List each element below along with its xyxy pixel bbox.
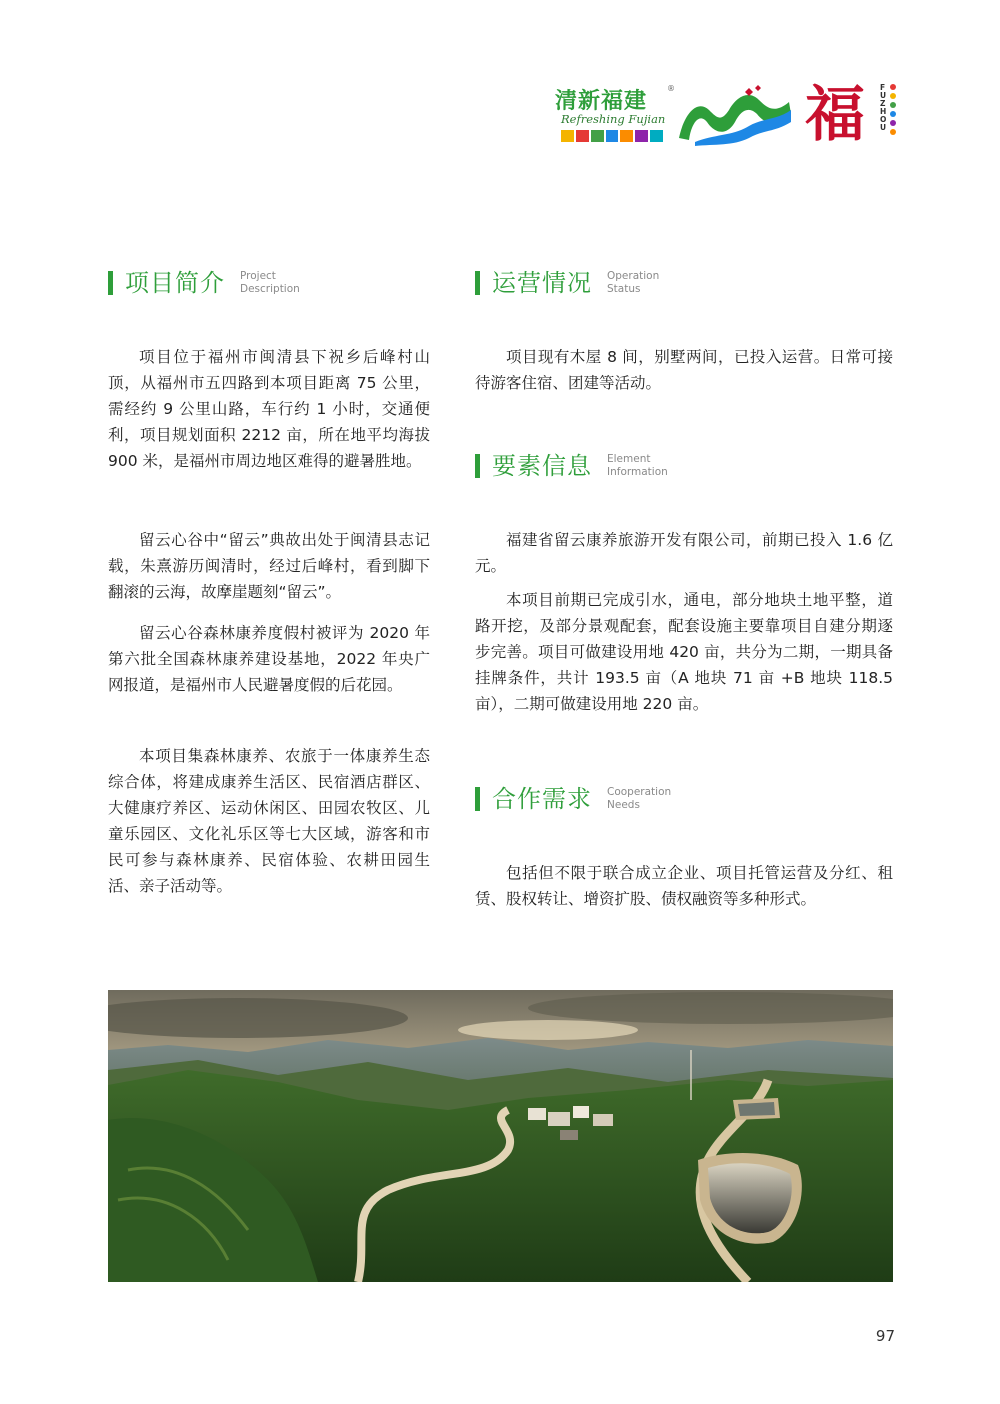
fu-character-logo: 福	[805, 80, 865, 150]
cooperation-paragraph: 包括但不限于联合成立企业、项目托管运营及分红、租赁、股权转让、增资扩股、债权融资等多种形式。	[475, 864, 893, 908]
section-title: 合作需求	[492, 785, 592, 813]
section-cooperation-heading	[475, 783, 835, 823]
brand-title: 清新福建	[555, 89, 648, 114]
refreshing-fujian-logo	[555, 84, 675, 150]
operation-paragraph: 项目现有木屋 8 间，别墅两间，已投入运营。日常可接待游客住宿、团建等活动。	[475, 348, 893, 392]
section-title: 要素信息	[492, 452, 592, 480]
project-paragraph: 本项目集森林康养、农旅于一体康养生态综合体，将建成康养生活区、民宿酒店群区、大健康疗养区、运动休闲区、田园农牧区、儿童乐园区、文化礼乐区等七大区域，游客和市民可参与森林康养、民宿体验、农耕田园生活、亲子活动等。	[108, 747, 430, 895]
section-en-label: Project Description	[240, 270, 300, 295]
project-paragraph: 留云心谷森林康养度假村被评为 2020 年第六批全国森林康养建设基地，2022 年央广网报道，是福州市人民避暑度假的后花园。	[108, 624, 430, 694]
section-title: 运营情况	[492, 269, 592, 297]
section-en-label: Operation Status	[607, 270, 660, 295]
heading-bar	[108, 271, 113, 295]
registered-mark: ®	[667, 84, 675, 93]
section-element-heading	[475, 450, 835, 490]
project-paragraph: 留云心谷中“留云”典故出处于闽清县志记载，朱熹游历闽清时，经过后峰村，看到脚下翻滚的云海，故摩崖题刻“留云”。	[108, 531, 430, 601]
element-paragraph: 福建省留云康养旅游开发有限公司，前期已投入 1.6 亿元。	[475, 531, 893, 575]
section-en-label: Element Information	[607, 453, 668, 478]
section-en-label: Cooperation Needs	[607, 786, 672, 811]
heading-bar	[475, 271, 480, 295]
aerial-landscape-photo	[108, 990, 893, 1282]
fuzhou-logo	[880, 84, 896, 146]
brand-color-strip	[561, 130, 663, 142]
heading-bar	[475, 454, 480, 478]
project-paragraph: 项目位于福州市闽清县下祝乡后峰村山顶，从福州市五四路到本项目距离 75 公里，需经约 9 公里山路，车行约 1 小时，交通便利，项目规划面积 2212 亩，所在地平均海拔 900 米，是福州市周边地区难得的避暑胜地。	[108, 348, 430, 470]
page-number: 97	[875, 1327, 895, 1345]
section-operation-heading	[475, 267, 835, 307]
section-title: 项目简介	[125, 269, 225, 297]
element-paragraph: 本项目前期已完成引水，通电，部分地块土地平整，道路开挖，及部分景观配套，配套设施主要靠项目自建分期逐步完善。项目可做建设用地 420 亩，共分为二期，一期具备挂牌条件，共计 193.5 亩（A 地块 71 亩 +B 地块 118.5 亩），二期可做建设用地 220 亩。	[475, 591, 893, 713]
brand-subtitle: Refreshing Fujian	[561, 112, 666, 126]
fuzhou-dot-column	[890, 84, 896, 135]
fuzhou-wordmark: FUZHOU	[880, 83, 887, 132]
section-project-heading	[108, 267, 468, 307]
heading-bar	[475, 787, 480, 811]
mountain-river-logo	[675, 84, 795, 150]
